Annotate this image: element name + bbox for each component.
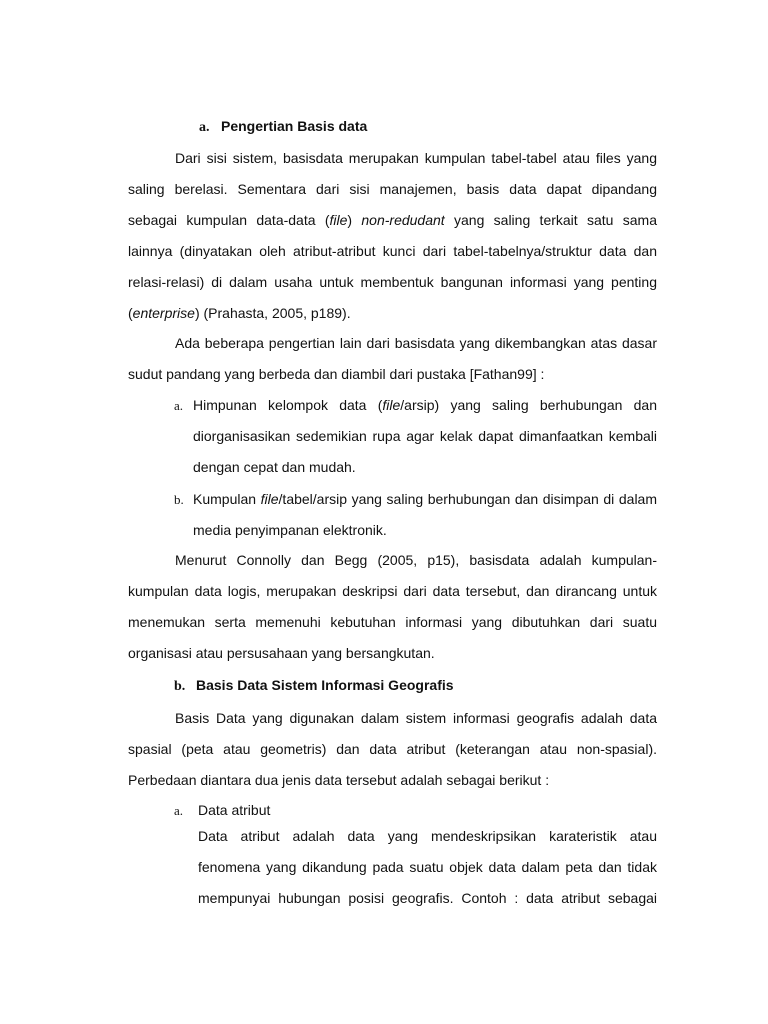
list-line: dengan cepat dan mudah. xyxy=(193,459,356,475)
list-line: Himpunan kelompok data (file/arsip) yang saling berhubungan dan xyxy=(193,397,657,413)
list-marker: b. xyxy=(174,492,184,507)
paragraph-definition xyxy=(128,143,657,329)
italic-term: file xyxy=(382,397,401,413)
para-line: saling berelasi. Sementara dari sisi manajemen, basis data dapat dipandang xyxy=(128,181,657,197)
list-line: diorganisasikan sedemikian rupa agar kelak dapat dimanfaatkan kembali xyxy=(193,428,657,444)
para-line: (enterprise) (Prahasta, 2005, p189). xyxy=(128,305,351,321)
para-line: Perbedaan diantara dua jenis data tersebut adalah sebagai berikut : xyxy=(128,772,550,788)
para-line: relasi-relasi) di dalam usaha untuk membentuk bangunan informasi yang penting xyxy=(128,274,657,290)
para-line: sebagai kumpulan data-data (file) non-redudant yang saling terkait satu sama xyxy=(128,212,657,228)
list-line: Kumpulan file/tabel/arsip yang saling berhubungan dan disimpan di dalam xyxy=(193,491,657,507)
section-heading-b xyxy=(174,677,454,695)
para-line: Data atribut adalah data yang mendeskripsikan karateristik atau xyxy=(198,828,657,844)
para-line: menemukan serta memenuhi kebutuhan informasi yang dibutuhkan dari suatu xyxy=(128,614,657,630)
italic-term: file xyxy=(260,491,279,507)
para-line: Ada beberapa pengertian lain dari basisdata yang dikembangkan atas dasar xyxy=(175,335,657,351)
list-item-title: Data atribut xyxy=(198,802,271,818)
italic-term: non-redudant xyxy=(361,212,445,228)
para-line: kumpulan data logis, merupakan deskripsi dari data tersebut, dan dirancang untuk xyxy=(128,583,657,599)
para-line: sudut pandang yang berbeda dan diambil dari pustaka [Fathan99] : xyxy=(128,366,545,382)
section-title: Pengertian Basis data xyxy=(221,118,368,134)
para-line: Basis Data yang digunakan dalam sistem informasi geografis adalah data xyxy=(175,710,657,726)
section-title: Basis Data Sistem Informasi Geografis xyxy=(196,677,454,693)
italic-term: enterprise xyxy=(132,305,195,321)
list-marker: a. xyxy=(174,803,184,818)
paragraph-connolly-begg xyxy=(128,545,657,669)
section-heading-a xyxy=(199,118,367,136)
paragraph-gis-data xyxy=(128,703,657,796)
para-line: organisasi atau persusahaan yang bersangkutan. xyxy=(128,645,435,661)
section-marker: b. xyxy=(174,679,186,694)
italic-term: file xyxy=(329,212,348,228)
para-line: spasial (peta atau geometris) dan data atribut (keterangan atau non-spasial). xyxy=(128,741,657,757)
para-line: Menurut Connolly dan Begg (2005, p15), basisdata adalah kumpulan- xyxy=(175,552,657,568)
section-marker: a. xyxy=(199,120,210,135)
para-line: lainnya (dinyatakan oleh atribut-atribut kunci dari tabel-tabelnya/struktur data dan xyxy=(128,243,657,259)
para-line: mempunyai hubungan posisi geografis. Contoh : data atribut sebagai xyxy=(198,890,657,906)
list-marker: a. xyxy=(174,398,184,413)
para-line: fenomena yang dikandung pada suatu objek data dalam peta dan tidak xyxy=(198,859,657,875)
paragraph-data-atribut xyxy=(198,821,657,914)
para-line: Dari sisi sistem, basisdata merupakan kumpulan tabel-tabel atau files yang xyxy=(175,150,657,166)
list-line: media penyimpanan elektronik. xyxy=(193,522,387,538)
paragraph-other-definitions xyxy=(128,328,657,390)
